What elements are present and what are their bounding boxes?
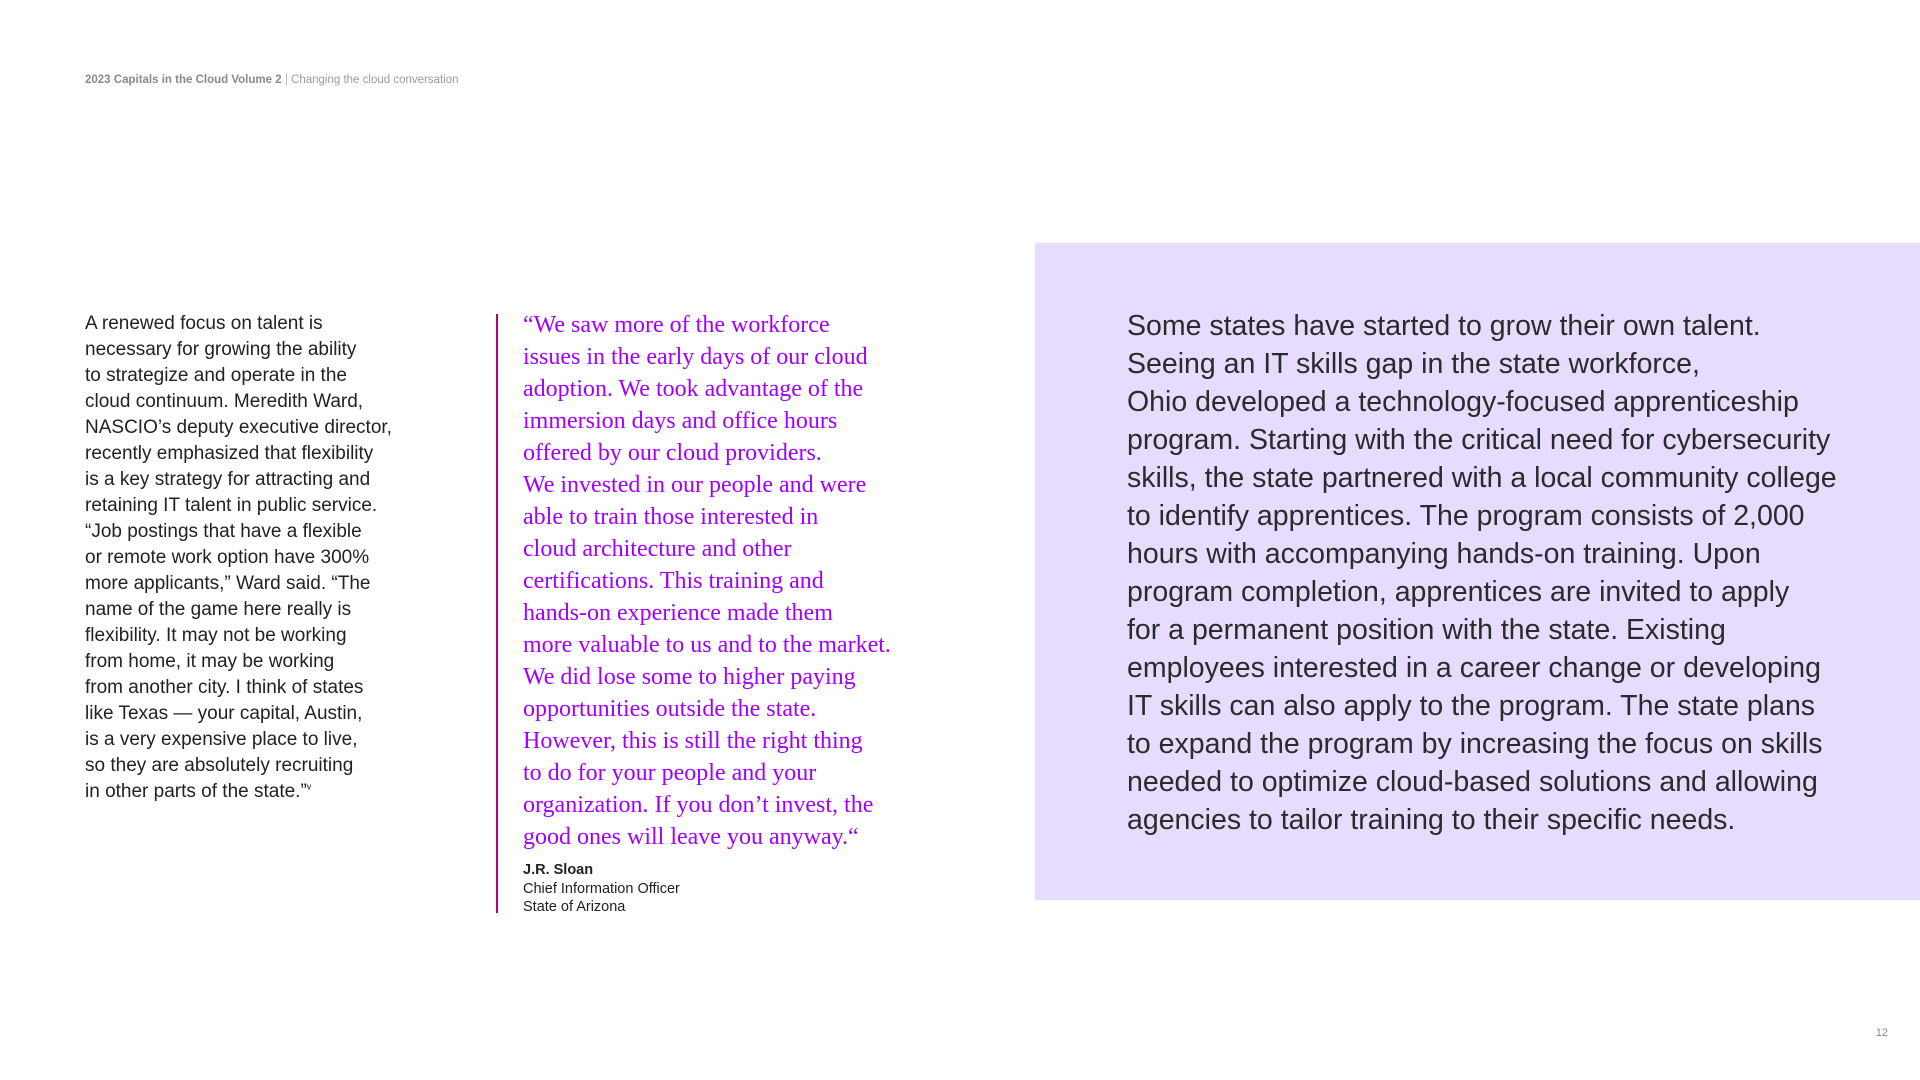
document-subtitle: Changing the cloud conversation xyxy=(291,74,459,86)
document-title: 2023 Capitals in the Cloud Volume 2 xyxy=(85,74,282,86)
page-number: 12 xyxy=(1875,1027,1888,1039)
body-text: A renewed focus on talent is necessary for growing the ability to strategize and operate in the cloud continuum. Meredith Ward, NASCIO’s deputy executive director, recently emphasized that flexibility is a key strategy for attracting and retaining IT talent in public service. “Job postings that have a flexible or remote work option have 300% more applicants,” Ward said. “The name of the game here really is flexibility. It may not be working from home, it may be working from another city. I think of states like Texas — your capital, Austin, is a very expensive place to live, so they are absolutely recruiting in other parts of the state.” xyxy=(85,313,392,802)
quote-author-org: State of Arizona xyxy=(523,899,626,915)
callout-text: Some states have started to grow their own talent. Seeing an IT skills gap in the state workforce, Ohio developed a technology-focused apprenticeship program. Starting with the critical need for cybersecurity skills, the state partnered with a local community college to identify apprentices. The program consists of 2,000 hours with accompanying hands-on training. Upon program completion, apprentices are invited to apply for a permanent position with the state. Existing employees interested in a career change or developing IT skills can also apply to the program. The state plans to expand the program by increasing the focus on skills needed to optimize cloud-based solutions and allowing agencies to tailor training to their specific needs. xyxy=(1127,310,1837,836)
quote-divider-line xyxy=(496,314,498,913)
running-header xyxy=(85,74,459,86)
pull-quote: “We saw more of the workforce issues in the early days of our cloud adoption. We took advantage of the immersion days and office hours offered by our cloud providers. We invested in our people and were able to train those interested in cloud architecture and other certifications. This training and hands-on experience made them more valuable to us and to the market. We did lose some to higher paying opportunities outside the state. However, this is still the right thing to do for your people and your organization. If you don’t invest, the good ones will leave you anyway.“ xyxy=(523,312,891,850)
header-separator: | xyxy=(284,74,288,86)
quote-attribution xyxy=(523,861,680,917)
body-paragraph xyxy=(85,311,425,805)
footnote-reference: v xyxy=(306,781,312,792)
quote-author-title: Chief Information Officer xyxy=(523,880,680,897)
quote-author-name: J.R. Sloan xyxy=(523,862,594,878)
